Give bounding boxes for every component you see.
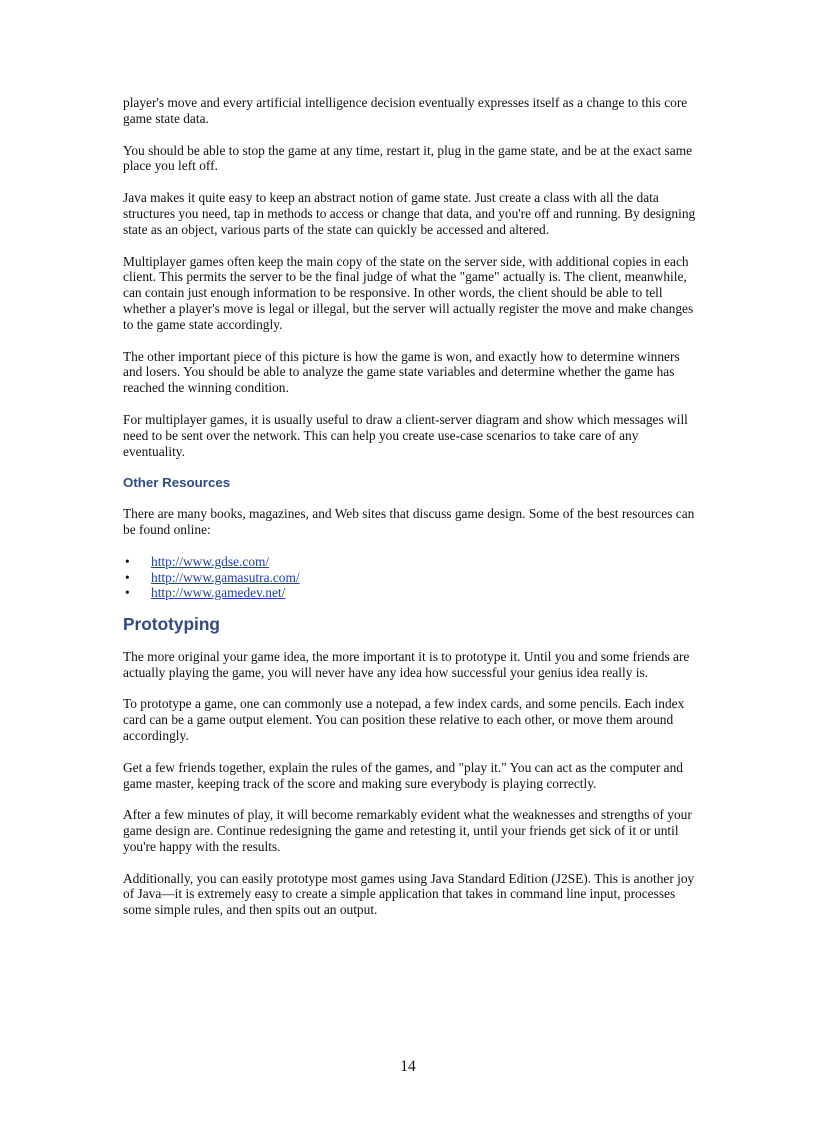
paragraph-game-state-data: player's move and every artificial intelligence decision eventually expresses itself as a change to this core game state data. bbox=[123, 95, 688, 126]
paragraph-stop-restart: You should be able to stop the game at any time, restart it, plug in the game state, and be at the exact same place you left off. bbox=[123, 142, 693, 174]
resource-links-list bbox=[123, 554, 698, 601]
paragraph-prototype-friends: Get a few friends together, explain the rules of the games, and "play it." You can act as the computer and game master, keeping track of the score and making sure everybody is playing correctly. bbox=[123, 759, 683, 791]
paragraph-prototype-index-cards: To prototype a game, one can commonly use a notepad, a few index cards, and some pencils. Each index card can be a game output element. You can position these relative to each other, or move them around accordingly. bbox=[123, 696, 685, 743]
link-gdse[interactable]: http://www.gdse.com/ bbox=[151, 553, 270, 569]
paragraph-prototype-original: The more original your game idea, the more important it is to prototype it. Until you and some friends are actually playing the game, you will never have any idea how successful your genius idea really is. bbox=[123, 648, 690, 680]
list-item bbox=[125, 585, 698, 601]
paragraph-multiplayer-state: Multiplayer games often keep the main copy of the state on the server side, with additional copies in each client. This permits the server to be the final judge of what the "game" actually is. The client, meanwhile, can contain just enough information to be responsive. In other words, the client should be able to tell whether a player's move is legal or illegal, but the server will actually register the move and make changes to the game state accordingly. bbox=[123, 253, 694, 332]
link-gamedev[interactable]: http://www.gamedev.net/ bbox=[151, 585, 286, 601]
list-item bbox=[125, 553, 698, 570]
paragraph-client-server: For multiplayer games, it is usually useful to draw a client-server diagram and show which messages will need to be sent over the network. This can help you create use-case scenarios to take care of any eventuality. bbox=[123, 411, 688, 459]
other-resources-heading: Other Resources bbox=[123, 475, 231, 491]
bullet: • bbox=[125, 569, 130, 585]
page-number: 14 bbox=[400, 1058, 416, 1075]
paragraph-resources-intro: There are many books, magazines, and Web sites that discuss game design. Some of the best resources can be found online: bbox=[123, 506, 695, 538]
bullet: • bbox=[125, 553, 130, 569]
paragraph-java-state: Java makes it quite easy to keep an abstract notion of game state. Just create a class with all the data structures you need, tap in methods to access or change that data, and you're off and running. By designing state as an object, various parts of the state can quickly be accessed and altered. bbox=[123, 190, 696, 237]
paragraph-winning-condition: The other important piece of this picture is how the game is won, and exactly how to determine winners and losers. You should be able to analyze the game state variables and determine whether the game has reached the winning condition. bbox=[123, 348, 680, 396]
paragraph-prototype-j2se: Additionally, you can easily prototype most games using Java Standard Edition (J2SE). This is another joy of Java—it is extremely easy to create a simple application that takes in command line input, processes some simple rules, and then spits out an output. bbox=[123, 870, 695, 918]
bullet: • bbox=[125, 585, 130, 601]
link-gamasutra[interactable]: http://www.gamasutra.com/ bbox=[151, 569, 300, 585]
paragraph-prototype-play: After a few minutes of play, it will become remarkably evident what the weaknesses and strengths of your game design are. Continue redesigning the game and retesting it, until your friends get sick of it or until you're happy with the results. bbox=[123, 807, 692, 854]
list-item bbox=[125, 569, 698, 586]
prototyping-heading: Prototyping bbox=[123, 613, 220, 634]
document-page bbox=[123, 95, 698, 934]
